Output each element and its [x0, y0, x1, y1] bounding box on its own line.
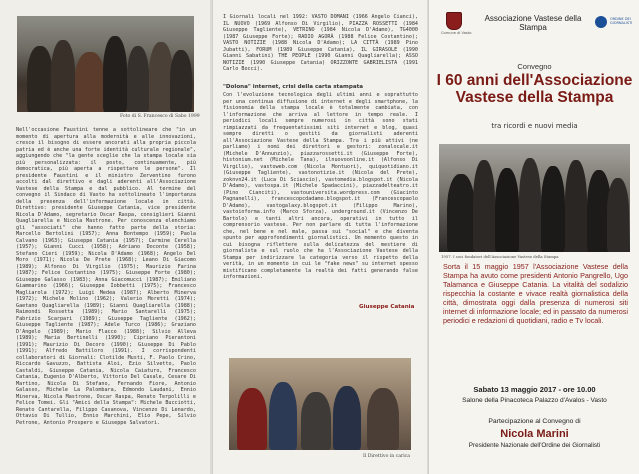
author-signature: Giuseppe Catania — [359, 304, 415, 310]
founders-photo — [439, 144, 630, 252]
internet-section — [223, 84, 418, 281]
brochure-panel-middle — [212, 0, 427, 474]
board-members-photo — [229, 358, 411, 450]
historic-group-photo — [17, 16, 194, 112]
speaker-role: Presidente Nazionale dell'Ordine dei Giornalisti — [468, 442, 601, 449]
brochure-panel-cover — [428, 0, 639, 474]
association-name: Associazione Vastese della Stampa — [484, 14, 582, 32]
event-subtitle: tra ricordi e nuovi media — [491, 122, 578, 130]
order-logo-icon — [595, 16, 607, 28]
speaker-name: Nicola Marini — [500, 428, 569, 440]
photo-caption-board: Il Direttivo in carica — [363, 454, 410, 459]
brochure-panel-left — [0, 0, 210, 474]
event-type: Convegno — [517, 62, 552, 71]
participation-label: Partecipazione al Convegno di — [488, 418, 581, 425]
event-date: Sabato 13 maggio 2017 - ore 10.00 — [473, 385, 596, 394]
association-intro: Sorta il 15 maggio 1957 l'Associazione Vastese della Stampa ha avuto come presidenti Antonio Pangrello, Ugo Talamanca e Giuseppe Catania. La vitalità del sodalizio rispecchia la costante e vivace realtà giornalistica della città, dimostrata oggi dalla presenza di numerosi siti internet di informazione locale; ed in passato da numerosi periodici e redazioni di quotidiani, radio e Tv locali. — [443, 262, 628, 325]
association-history-text: Nell'occasione Faustini tenne a sottolineare che "in un momento di apertura alla modernità e alle innovazioni, cresce il bisogno di essere ancorati alla propria piccola patria ed è anche una forte identità culturale regionale", aggiungendo che "la gente sceglie che la stampa locale sia più personalizzata: il posto, continuamente, più democratica, più aperta a rispettare le persone". Il presidente Faustini e il ministro Zerventino furono accolti dal direttivo e dagli aderenti all'Associazione Vastese della Stampa e dal pubblico. Al termine del convegno il Sindaco di Vasto ha sottolineato l'importanza della presenza dell'informazione locale in città. Direttivo: presidente Giuseppe Catania, vice presidente Nicola D'Adamo, segretario Oscar Raspa, consiglieri Gianni Quagliarella e Nicola Mastrone. Per conoscenza elenchiamo gli "associati" che hanno fatto parte della storia: Marcello Bertolini (1957); Anna Bontempo (1959); Paola Calvano (1963); Giuseppe Catania (1957); Carmine Cerella (1957); Gianni Cucci (1958); Adriano Doconte (1958); Stefano Cieri (1959); Nicola D'Adamo (1968); Angelo Del Moro (1971); Nicola De Prete (1968); Leano Di Giacomo (1989); Alfonso Di Virgilio (1975); Maurizio Farina (1987); Felice Costantino (1975); Giuseppe Forte (1980); Giuseppe Galasso (1983); Anna Giacomucci (1987); Emiliano Giammarino (1966); Giuseppe Iobbetti (1975); Francesco Magliarola (1972); Luigi Medea (1987); Alberto Minerva (1972); Michele Molino (1962); Valerio Moretti (1974); Gaetano Quagliarella (1989); Gianni Quagliarella (1988); Raimondi Rossetta (1989); Mario Santarelli (1975); Fabrizio Scarpari (1989); Giuseppe Tagliente (1962); Giuseppe Tagliente (1987); Adele Turco (1986); Graziano D'Angelo (1989); Mario Flacco (1988); Silvio Alleva (1989); Maria Bertinelli (1990); Cipriano Pierantoni (1991); Maurizio Di Decoro (1990); Giuseppe Di Pablo (1991); Alfredo Battiloro (1991). I corrispondenti collaboratori di Giornali: Clotilde Musti, F. Paolo Crino, Riccardo Gavuzzo, Battista Aloi, Ezio Silvetto, Paolo Castaldi, Giuseppe Catania, Nicola Caiaturo, Francesco Catania, Eugenio D'Alberto, Vittorio Del Casale, Cesare Di Martino, Nicola Di Stefano, Fernando Fiore, Antonio Galasso, Michele La Palombara, Edmondo Laudani, Ennio Minerva, Nicola Mastrone, Oscar Raspa, Renato Terpolilli e Felice Tomei. Gli "Amici della Stampa": Michele Bucciotti, Renato Cantarella, Filippo Casanova, Vincenzo Di Lenardo, Ottavio Di Tullio, Ennio Marchini, Elio Pepe, Silvio Petrone, Antonio Prospero e Giuseppe Salvatori. — [16, 127, 196, 426]
photo-caption-founders: 1957. I soci fondatori dell'Associazione Vastese della Stampa — [441, 254, 559, 259]
section-title: "Dolona" internet, crisi della carta stampata — [223, 84, 364, 90]
order-logo-label: ORDINE DEI GIORNALISTI — [610, 17, 633, 25]
city-name: Comune di Vasto — [441, 31, 472, 35]
event-venue: Salone della Pinacoteca Palazzo d'Avalos - Vasto — [462, 397, 607, 404]
event-title: I 60 anni dell'Associazione Vastese della Stampa — [436, 72, 633, 106]
local-newspapers-text: I Giornali locali nel 1992: VASTO DOMANI (1966 Angelo Cianci), IL NUOVO (1969 Alfonso Di Virgilio), PIAZZA ROSSETTI (1984 Giuseppe Tagliente), VETRINO (1984 Nicola D'Adamo), TG4000 (1987 Giuseppe Forte); RADIO AGORÀ (1988 Felice Costantino); VASTO NOTIZIE (1988 Nicola D'Adamo); LA CITTÀ (1989 Pino Jubatti), FORUM (1989 Giuseppe Catania), IL GIRASOLE (1990 Gianni Sabatini) THE PEOPLE (1990 Gianni Quagliarella); ASSO NOTIZIE (1990 Giuseppe Catania) ORIZZONTE GABRIELISTA (1991 Carlo Bocci). — [223, 14, 418, 72]
section-body: Con l'evoluzione tecnologica degli ultimi anni e soprattutto per una continua diffusione di internet e degli smartphone, la fisionomia della stampa locale è totalmente cambiata, con l'informazione che arriva al lettore in tempo reale. I periodici locali sempre numerosi in città sono stati rimpiazzati da frequentatissimi siti internet e blog, quasi sempre diretti o gestiti da giornalisti aderenti all'Associazione Vastese della Stampa. Tra i più attivi (ne parliamo) i nomi dei direttori e gestori: zonalocale.it (Michele D'Annunzio), piazzarossetti.it (Giuseppe Forte), histonium.net (Michele Tana), ilnuovoonline.it (Alfonso Di Virgilio), vastoweb.com (Nicola Montuori), quiquotidiano.it (Giuseppe Tagliente), vastonotizie.it (Nicola del Prete), zoknvn24.it (Luca Di Sciascio), vastomedia.blogspot.it (Nicola D'Adamo), vastospa.it (Michele Spadaccini), piazzadelteatro.it (Pino Cianciti), vastouniversita.wordpress.com (Giacinto Pagnanelli), francescopcdadamo.blogspot.it (Francescopaolo D'Adamo), vastogalaxy.blogspot.it (Filippo Marino), vastoinforma.info (Marco Sforza), underground.it (Vincenzo De Bartolo) e tanti altri ancora, operativi in tutto il comprensorio vastese. Per non parlare di tutta l'informazione che, nel bene e nel male, passa sui "social" e che diventa spunto per approfondimenti giornalistici. Un momento questo in cui bisogna riflettere sulla delicatezza del mestiere di giornalista e sul ruolo che ha l'Associazione Vastese della Stampa per indirizzare la categoria verso il rispetto della verità, in un momento in cui le "fake news" su internet spesso mistificano completamente la realtà dei fatti generando false informazioni. — [223, 92, 418, 280]
photo-caption: Foto di S. Francesco di Sabo 1999 — [120, 114, 200, 119]
city-crest-icon — [446, 12, 462, 30]
